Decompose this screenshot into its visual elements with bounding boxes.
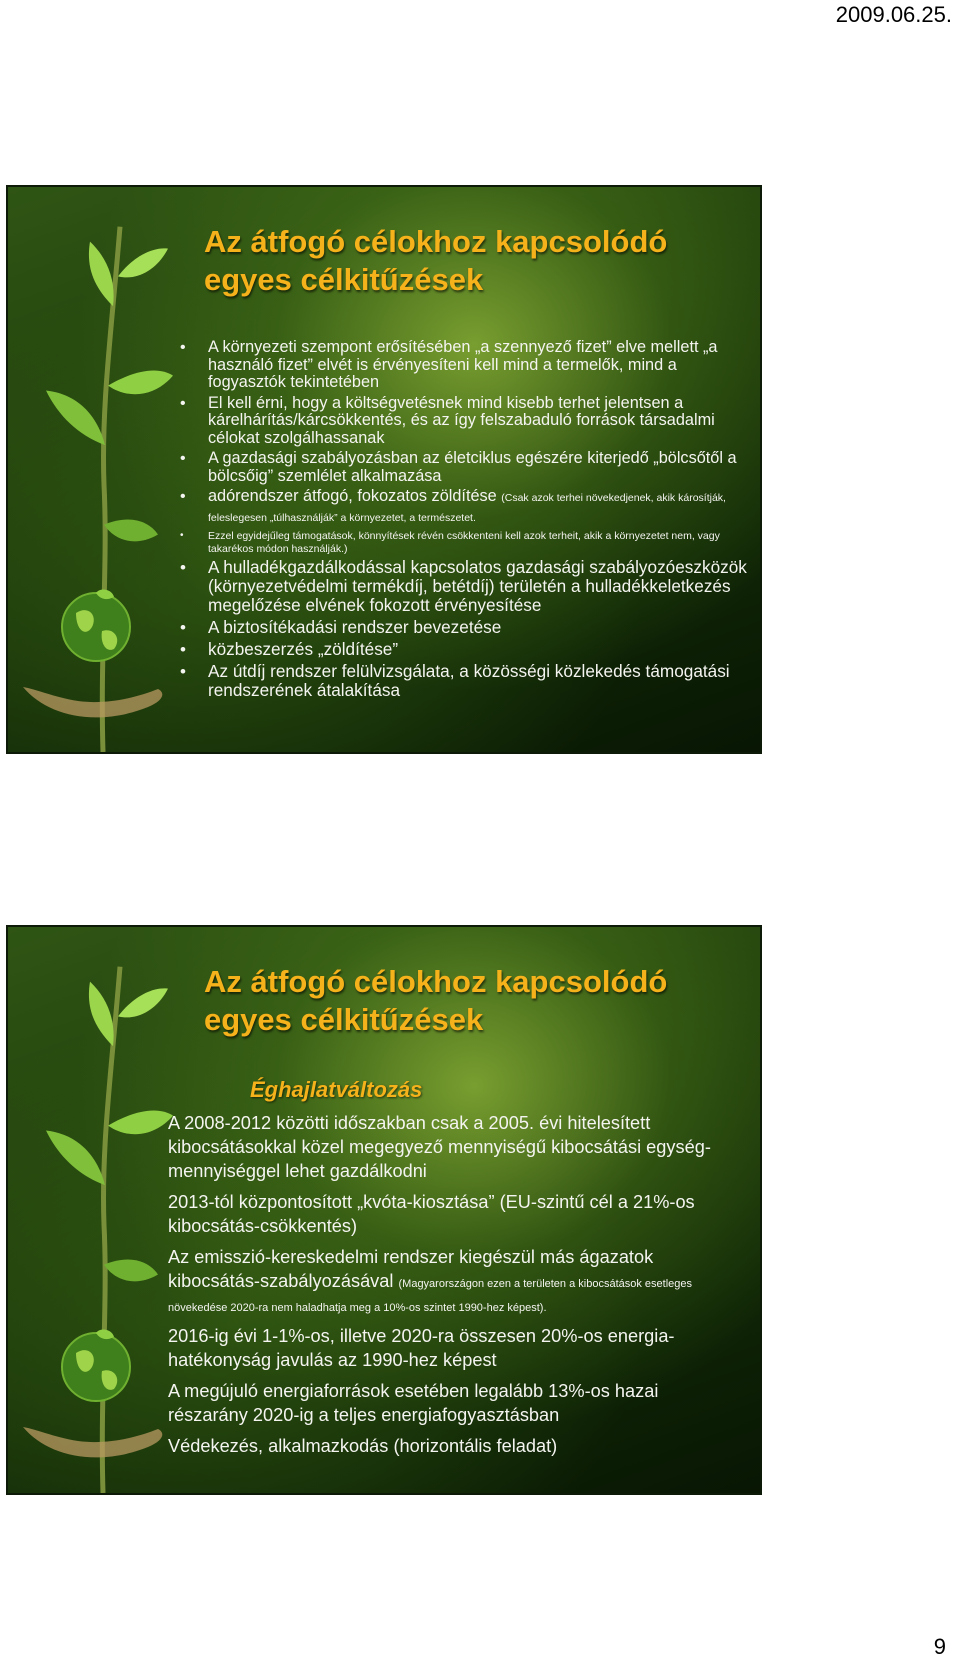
bullet-dot-icon: • — [180, 450, 186, 467]
bullet-text: A hulladékgazdálkodással kapcsolatos gazdasági szabályozóeszközök (környezetvédelmi termékdíj, betétdíj) területén a hulladékkeletkezés megelőzése elvének fokozott érvényesítése — [208, 557, 747, 615]
bullet-text: adórendszer átfogó, fokozatos zöldítése — [208, 487, 497, 505]
paragraph: 2013-tól központosított „kvóta-kiosztása” (EU-szintű cél a 21%-os kibocsátás-csökkentés) — [168, 1192, 695, 1236]
bullet-note: (Csak azok terhei növekedjenek, akik károsítják, feleslegesen „túlhasználják” a környezetet, a természetet. — [208, 492, 726, 524]
title-line-1: Az átfogó célokhoz kapcsolódó — [204, 224, 668, 259]
title-line-2: egyes célkitűzések — [204, 1002, 484, 1037]
title-line-2: egyes célkitűzések — [204, 262, 484, 297]
globe-icon — [56, 587, 136, 667]
paragraph-note: (Magyarországon ezen a területen a kibocsátások esetleges növekedése 2020-ra nem haladhatja meg a 10%-os szintet 1990-hez képest). — [168, 1278, 693, 1314]
bullet-dot-icon: • — [180, 394, 186, 412]
bullet-text: A környezeti szempont erősítésében „a szennyező fizet” elve mellett „a használó fizet” elvét is érvényesíteni kell mind a termelők, mind a fogyasztók tekintetében — [208, 338, 718, 391]
bullet-dot-icon: • — [180, 640, 186, 659]
bullet-text: Ezzel egyidejűleg támogatások, könnyítések révén csökkenteni kell azok terheit, akik a környezetet nem, vagy takarékos módon használják.) — [208, 530, 720, 555]
bullet-text: közbeszerzés „zöldítése” — [208, 639, 399, 659]
list-item — [170, 640, 750, 659]
slide-2-paragraphs — [168, 1111, 738, 1465]
page-number: 9 — [933, 1634, 946, 1659]
globe-icon — [56, 1327, 136, 1407]
bullet-dot-icon: • — [180, 488, 186, 505]
slide-1-bullet-list — [170, 339, 750, 703]
cupped-hand-icon — [18, 1397, 168, 1477]
bullet-dot-icon: • — [180, 530, 184, 541]
list-item — [170, 395, 750, 448]
title-line-1: Az átfogó célokhoz kapcsolódó — [204, 964, 668, 999]
bullet-dot-icon: • — [180, 558, 186, 577]
bullet-text: A gazdasági szabályozásban az életciklus egészére kiterjedő „bölcsőtől a bölcsőig” szemlélet alkalmazása — [208, 449, 737, 485]
slide-2-subheading: Éghajlatváltozás — [250, 1077, 423, 1102]
paragraph: 2016-ig évi 1-1%-os, illetve 2020-ra összesen 20%-os energia-hatékonyság javulás az 1990-hez képest — [168, 1326, 675, 1370]
bullet-dot-icon: • — [180, 662, 186, 681]
document-date: 2009.06.25. — [835, 2, 952, 27]
list-item — [170, 662, 750, 700]
list-item — [170, 530, 750, 555]
paragraph: A megújuló energiaforrások esetében legalább 13%-os hazai részarány 2020-ig a teljes energiafogyasztásban — [168, 1381, 659, 1425]
paragraph: Védekezés, alkalmazkodás (horizontális feladat) — [168, 1436, 558, 1456]
slide-1 — [6, 185, 762, 754]
slide-2-title — [204, 963, 744, 1039]
bullet-dot-icon: • — [180, 618, 186, 637]
list-item — [170, 450, 750, 485]
paragraph-text: Az emisszió-kereskedelmi rendszer kiegészül más ágazatok kibocsátás-szabályozásával — [168, 1247, 654, 1291]
bullet-dot-icon: • — [180, 339, 186, 356]
slide-1-title — [204, 223, 744, 299]
list-item — [170, 339, 750, 392]
list-item — [170, 618, 750, 637]
list-item — [170, 558, 750, 615]
paragraph — [168, 1245, 738, 1317]
paragraph: A 2008-2012 közötti időszakban csak a 2005. évi hitelesített kibocsátásokkal közel megegyező mennyiségű kibocsátási egység-mennyiséggel lehet gazdálkodni — [168, 1113, 711, 1181]
bullet-text: A biztosítékadási rendszer bevezetése — [208, 617, 502, 637]
list-item — [170, 488, 750, 527]
cupped-hand-icon — [18, 657, 168, 737]
bullet-text: El kell érni, hogy a költségvetésnek mind kisebb terhet jelentsen a kárelhárítás/kárcsökkentés, és az így felszabaduló források társadalmi célokat szolgálhassanak — [208, 393, 715, 447]
bullet-text: Az útdíj rendszer felülvizsgálata, a közösségi közlekedés támogatási rendszerének átalakítása — [208, 661, 730, 700]
slide-2 — [6, 925, 762, 1495]
